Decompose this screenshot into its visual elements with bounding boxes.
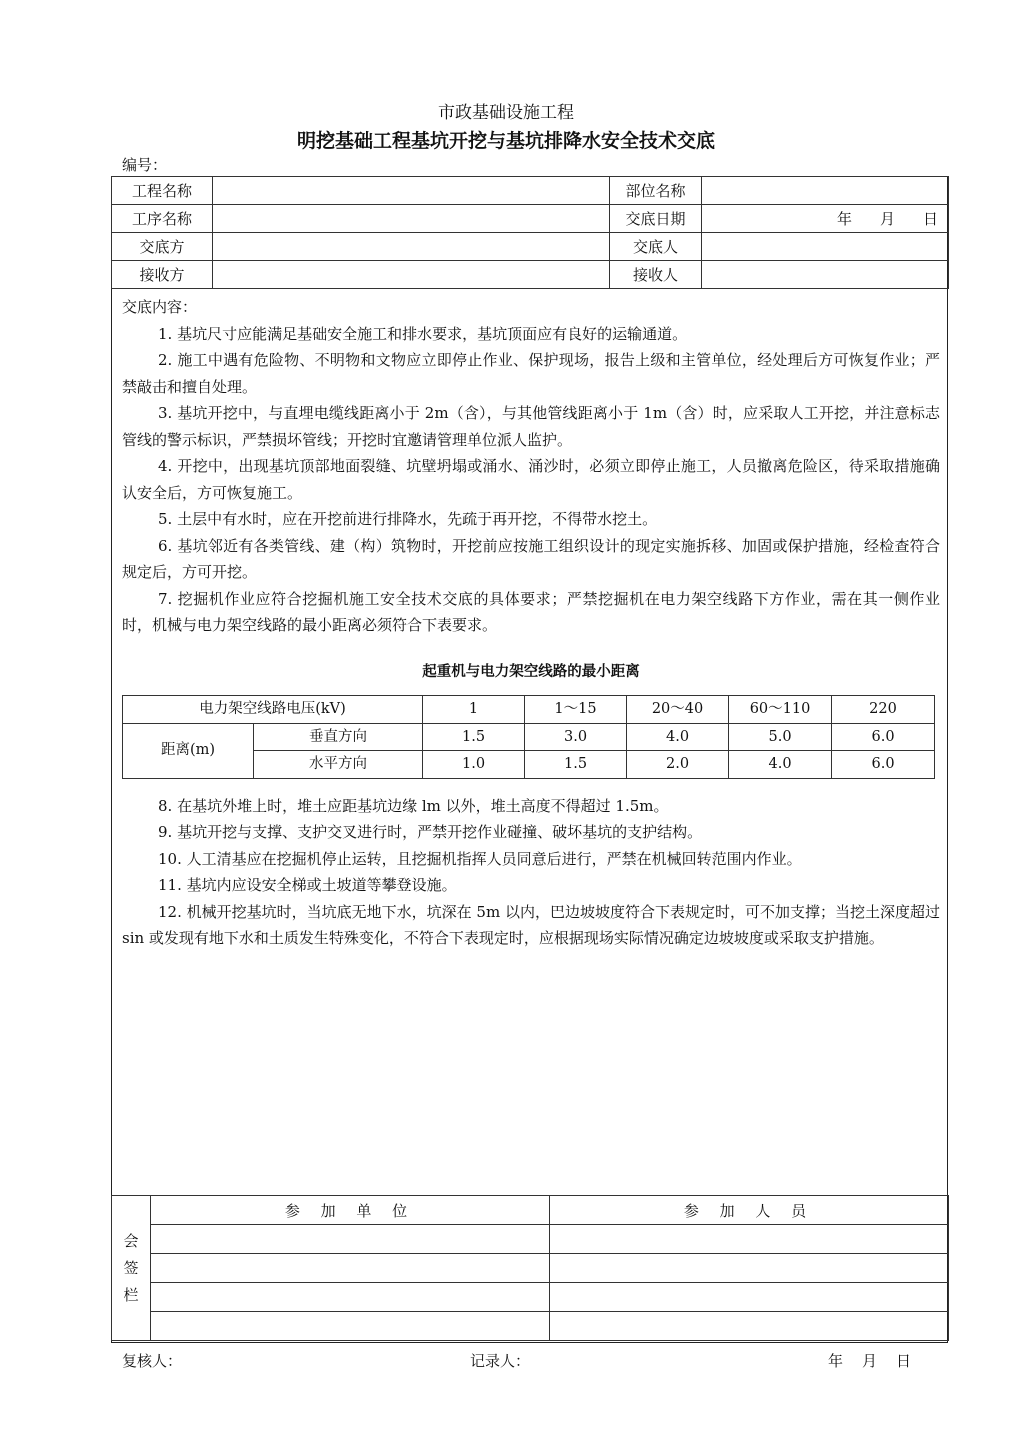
voltage-header: 电力架空线路电压(kV) (123, 696, 423, 724)
signature-table (111, 1195, 949, 1341)
voltage-cell: 1 (423, 696, 525, 724)
content-item: 10. 人工清基应在挖掘机停止运转，且挖掘机指挥人员同意后进行，严禁在机械回转范围内作业。 (158, 849, 802, 868)
horizontal-cell: 6.0 (832, 751, 935, 779)
table-row (112, 261, 949, 289)
vertical-cell: 5.0 (729, 723, 832, 751)
info-table (111, 176, 949, 289)
voltage-cell: 20～40 (627, 696, 729, 724)
person-field[interactable] (550, 1225, 949, 1254)
content-label: 交底内容： (122, 298, 198, 316)
person-field[interactable] (550, 1312, 949, 1341)
footer-month: 月 (862, 1352, 878, 1370)
content-item: 9. 基坑开挖与支撑、支护交叉进行时，严禁开挖作业碰撞、破坏基坑的支护结构。 (158, 823, 703, 841)
person-field[interactable] (550, 1283, 949, 1312)
table-row (112, 205, 949, 233)
voltage-cell: 220 (832, 696, 935, 724)
voltage-cell: 60～110 (729, 696, 832, 724)
table-row (112, 177, 949, 205)
content-item: 2. 施工中遇有危险物、不明物和文物应立即停止作业、保护现场，报告上级和主管单位，经处理后方可恢复作业；严禁敲击和擅自处理。 (122, 351, 940, 396)
table-row (112, 233, 949, 261)
document-title: 明挖基础工程基坑开挖与基坑排降水安全技术交底 (296, 130, 715, 152)
content-item: 8. 在基坑外堆上时，堆土应距基坑边缘 lm 以外，堆土高度不得超过 1.5m。 (158, 796, 669, 815)
content-item: 3. 基坑开挖中，与直埋电缆线距离小于 2m（含），与其他管线距离小于 1m（含）时，应采取人工开挖，并注意标志管线的警示标识，严禁损坏管线；开挖时宜邀请管理单位派人监护。 (122, 404, 940, 449)
process-name-label: 工序名称 (112, 205, 213, 233)
content-item: 6. 基坑邻近有各类管线、建（构）筑物时，开挖前应按施工组织设计的现定实施拆移、加固或保护措施，经检查符合规定后，方可开挖。 (122, 536, 940, 581)
vertical-cell: 3.0 (525, 723, 627, 751)
recorder-label: 记录人： (470, 1352, 531, 1370)
vertical-cell: 1.5 (423, 723, 525, 751)
date-field[interactable] (702, 205, 949, 233)
content-item: 7. 挖掘机作业应符合挖掘机施工安全技术交底的具体要求；严禁挖掘机在电力架空线路下方作业，需在其一侧作业时，机械与电力架空线路的最小距离必须符合下表要求。 (122, 589, 940, 634)
date-label: 交底日期 (610, 205, 702, 233)
content-item: 1. 基坑尺寸应能满足基础安全施工和排水要求，基坑顶面应有良好的运输通道。 (158, 324, 688, 343)
content-item: 4. 开挖中，出现基坑顶部地面裂缝、坑壁坍塌或涌水、涌沙时，必须立即停止施工，人员撤离危险区，待采取措施确认安全后，方可恢复施工。 (122, 457, 940, 502)
vertical-label: 垂直方向 (254, 723, 423, 751)
participating-unit-header: 参 加 单 位 (151, 1196, 550, 1225)
vertical-cell: 6.0 (832, 723, 935, 751)
horizontal-cell: 1.5 (525, 751, 627, 779)
content-item: 12. 机械开挖基坑时，当坑底无地下水，坑深在 5m 以内，巴边坡坡度符合下表规定时，可不加支撑；当挖土深度超过 sin 或发现有地下水和土质发生特殊变化，不符合下表现定时，应根据现场实际情况确定边坡坡度或采取支护措施。 (122, 902, 940, 947)
table-row (112, 1312, 949, 1341)
unit-field[interactable] (151, 1254, 550, 1283)
project-name-field[interactable] (213, 177, 610, 205)
issuer-label: 交底方 (112, 233, 213, 261)
part-name-label: 部位名称 (610, 177, 702, 205)
content-item: 11. 基坑内应设安全梯或土坡道等攀登设施。 (158, 876, 457, 894)
distance-table (122, 695, 935, 779)
date-year: 年 (836, 210, 852, 228)
date-day: 日 (922, 210, 938, 228)
footer-year: 年 (828, 1352, 844, 1370)
project-name-label: 工程名称 (112, 177, 213, 205)
document-subtitle: 市政基础设施工程 (438, 103, 574, 123)
table-row (123, 696, 935, 724)
unit-field[interactable] (151, 1312, 550, 1341)
table-row (112, 1254, 949, 1283)
receiver-label: 接收方 (112, 261, 213, 289)
briefing-content (122, 294, 940, 952)
voltage-cell: 1～15 (525, 696, 627, 724)
participating-person-header: 参 加 人 员 (550, 1196, 949, 1225)
signature-side-label: 会 签 栏 (112, 1196, 151, 1341)
unit-field[interactable] (151, 1283, 550, 1312)
table-row (112, 1225, 949, 1254)
distance-header: 距离(m) (123, 723, 254, 778)
vertical-cell: 4.0 (627, 723, 729, 751)
issuer-field[interactable] (213, 233, 610, 261)
unit-field[interactable] (151, 1225, 550, 1254)
distance-table-title: 起重机与电力架空线路的最小距离 (422, 663, 640, 680)
table-row (123, 723, 935, 751)
receiver-field[interactable] (213, 261, 610, 289)
serial-number-label: 编号： (122, 156, 168, 174)
issuer-person-label: 交底人 (610, 233, 702, 261)
horizontal-label: 水平方向 (254, 751, 423, 779)
person-field[interactable] (550, 1254, 949, 1283)
receiver-person-field[interactable] (702, 261, 949, 289)
content-item: 5. 土层中有水时，应在开挖前进行排降水，先疏于再开挖，不得带水挖土。 (158, 510, 658, 528)
part-name-field[interactable] (702, 177, 949, 205)
horizontal-cell: 4.0 (729, 751, 832, 779)
reviewer-label: 复核人： (122, 1352, 183, 1370)
footer-day: 日 (896, 1352, 912, 1370)
receiver-person-label: 接收人 (610, 261, 702, 289)
table-row (112, 1196, 949, 1225)
date-month: 月 (879, 210, 895, 228)
table-row (112, 1283, 949, 1312)
process-name-field[interactable] (213, 205, 610, 233)
horizontal-cell: 1.0 (423, 751, 525, 779)
issuer-person-field[interactable] (702, 233, 949, 261)
horizontal-cell: 2.0 (627, 751, 729, 779)
